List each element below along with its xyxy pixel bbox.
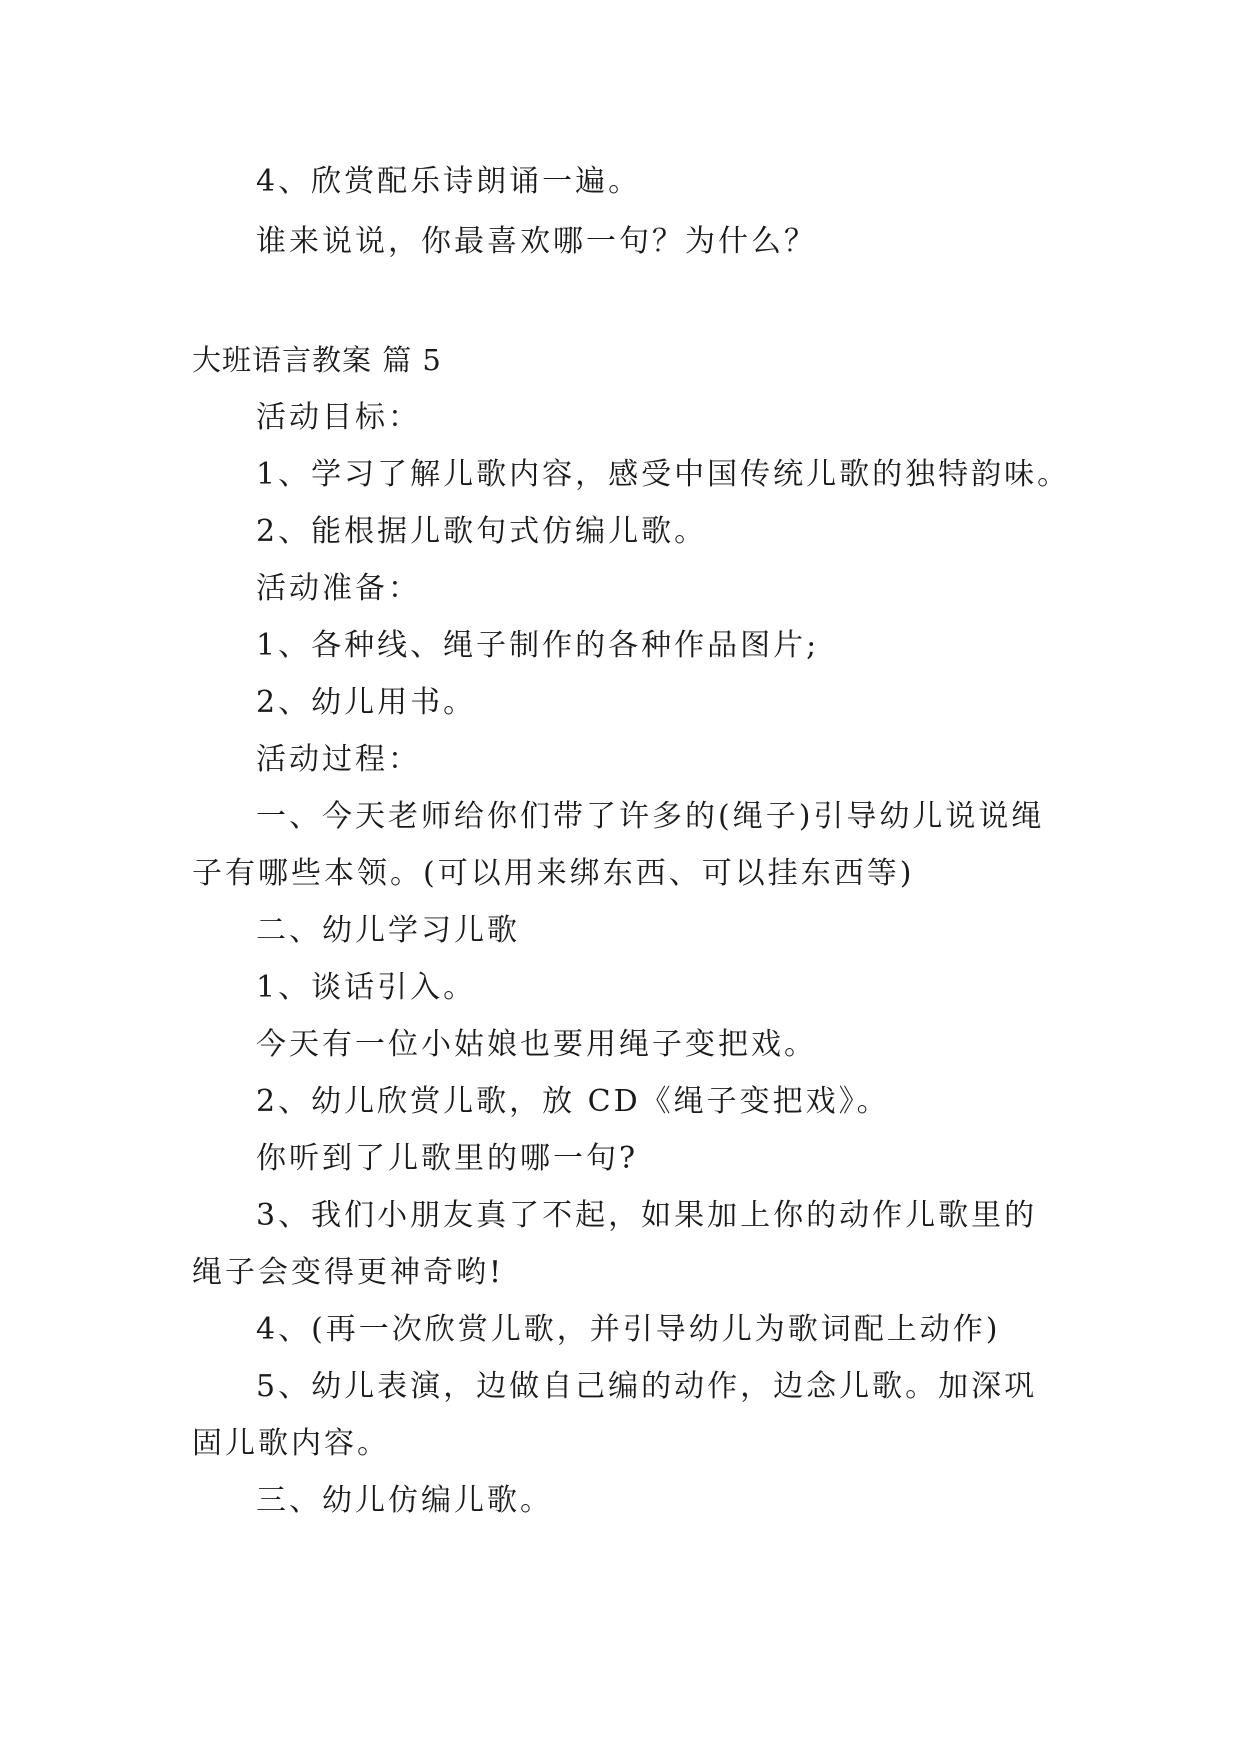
paragraph-line: 4、欣赏配乐诗朗诵一遍。 bbox=[256, 164, 642, 199]
paragraph-line: 3、我们小朋友真了不起，如果加上你的动作儿歌里的 bbox=[256, 1198, 1038, 1233]
paragraph-line: 2、能根据儿歌句式仿编儿歌。 bbox=[256, 514, 708, 549]
paragraph-line: 你听到了儿歌里的哪一句? bbox=[256, 1141, 639, 1176]
paragraph-line: 三、幼儿仿编儿歌。 bbox=[256, 1483, 553, 1518]
paragraph-line: 5、幼儿表演，边做自己编的动作，边念儿歌。加深巩 bbox=[256, 1369, 1038, 1404]
paragraph-line: 谁来说说，你最喜欢哪一句？为什么？ bbox=[256, 224, 817, 259]
paragraph-line: 活动过程： bbox=[256, 742, 421, 777]
paragraph-line: 子有哪些本领。(可以用来绑东西、可以挂东西等) bbox=[192, 856, 915, 891]
section-heading: 大班语言教案 篇 5 bbox=[192, 343, 442, 377]
paragraph-line: 2、幼儿用书。 bbox=[256, 685, 477, 720]
paragraph-line: 活动准备： bbox=[256, 571, 421, 606]
paragraph-line: 固儿歌内容。 bbox=[192, 1426, 390, 1461]
paragraph-line: 1、谈话引入。 bbox=[256, 970, 477, 1005]
paragraph-line: 一、今天老师给你们带了许多的(绳子)引导幼儿说说绳 bbox=[256, 799, 1045, 834]
paragraph-line: 绳子会变得更神奇哟! bbox=[192, 1255, 505, 1290]
paragraph-line: 1、学习了解儿歌内容，感受中国传统儿歌的独特韵味。 bbox=[256, 457, 1071, 492]
paragraph-line: 1、各种线、绳子制作的各种作品图片; bbox=[256, 628, 820, 663]
paragraph-line: 二、幼儿学习儿歌 bbox=[256, 913, 520, 948]
paragraph-line: 2、幼儿欣赏儿歌，放 CD《绳子变把戏》。 bbox=[256, 1084, 890, 1119]
paragraph-line: 活动目标： bbox=[256, 400, 421, 435]
paragraph-line: 4、(再一次欣赏儿歌，并引导幼儿为歌词配上动作) bbox=[256, 1312, 1001, 1347]
paragraph-line: 今天有一位小姑娘也要用绳子变把戏。 bbox=[256, 1027, 817, 1062]
